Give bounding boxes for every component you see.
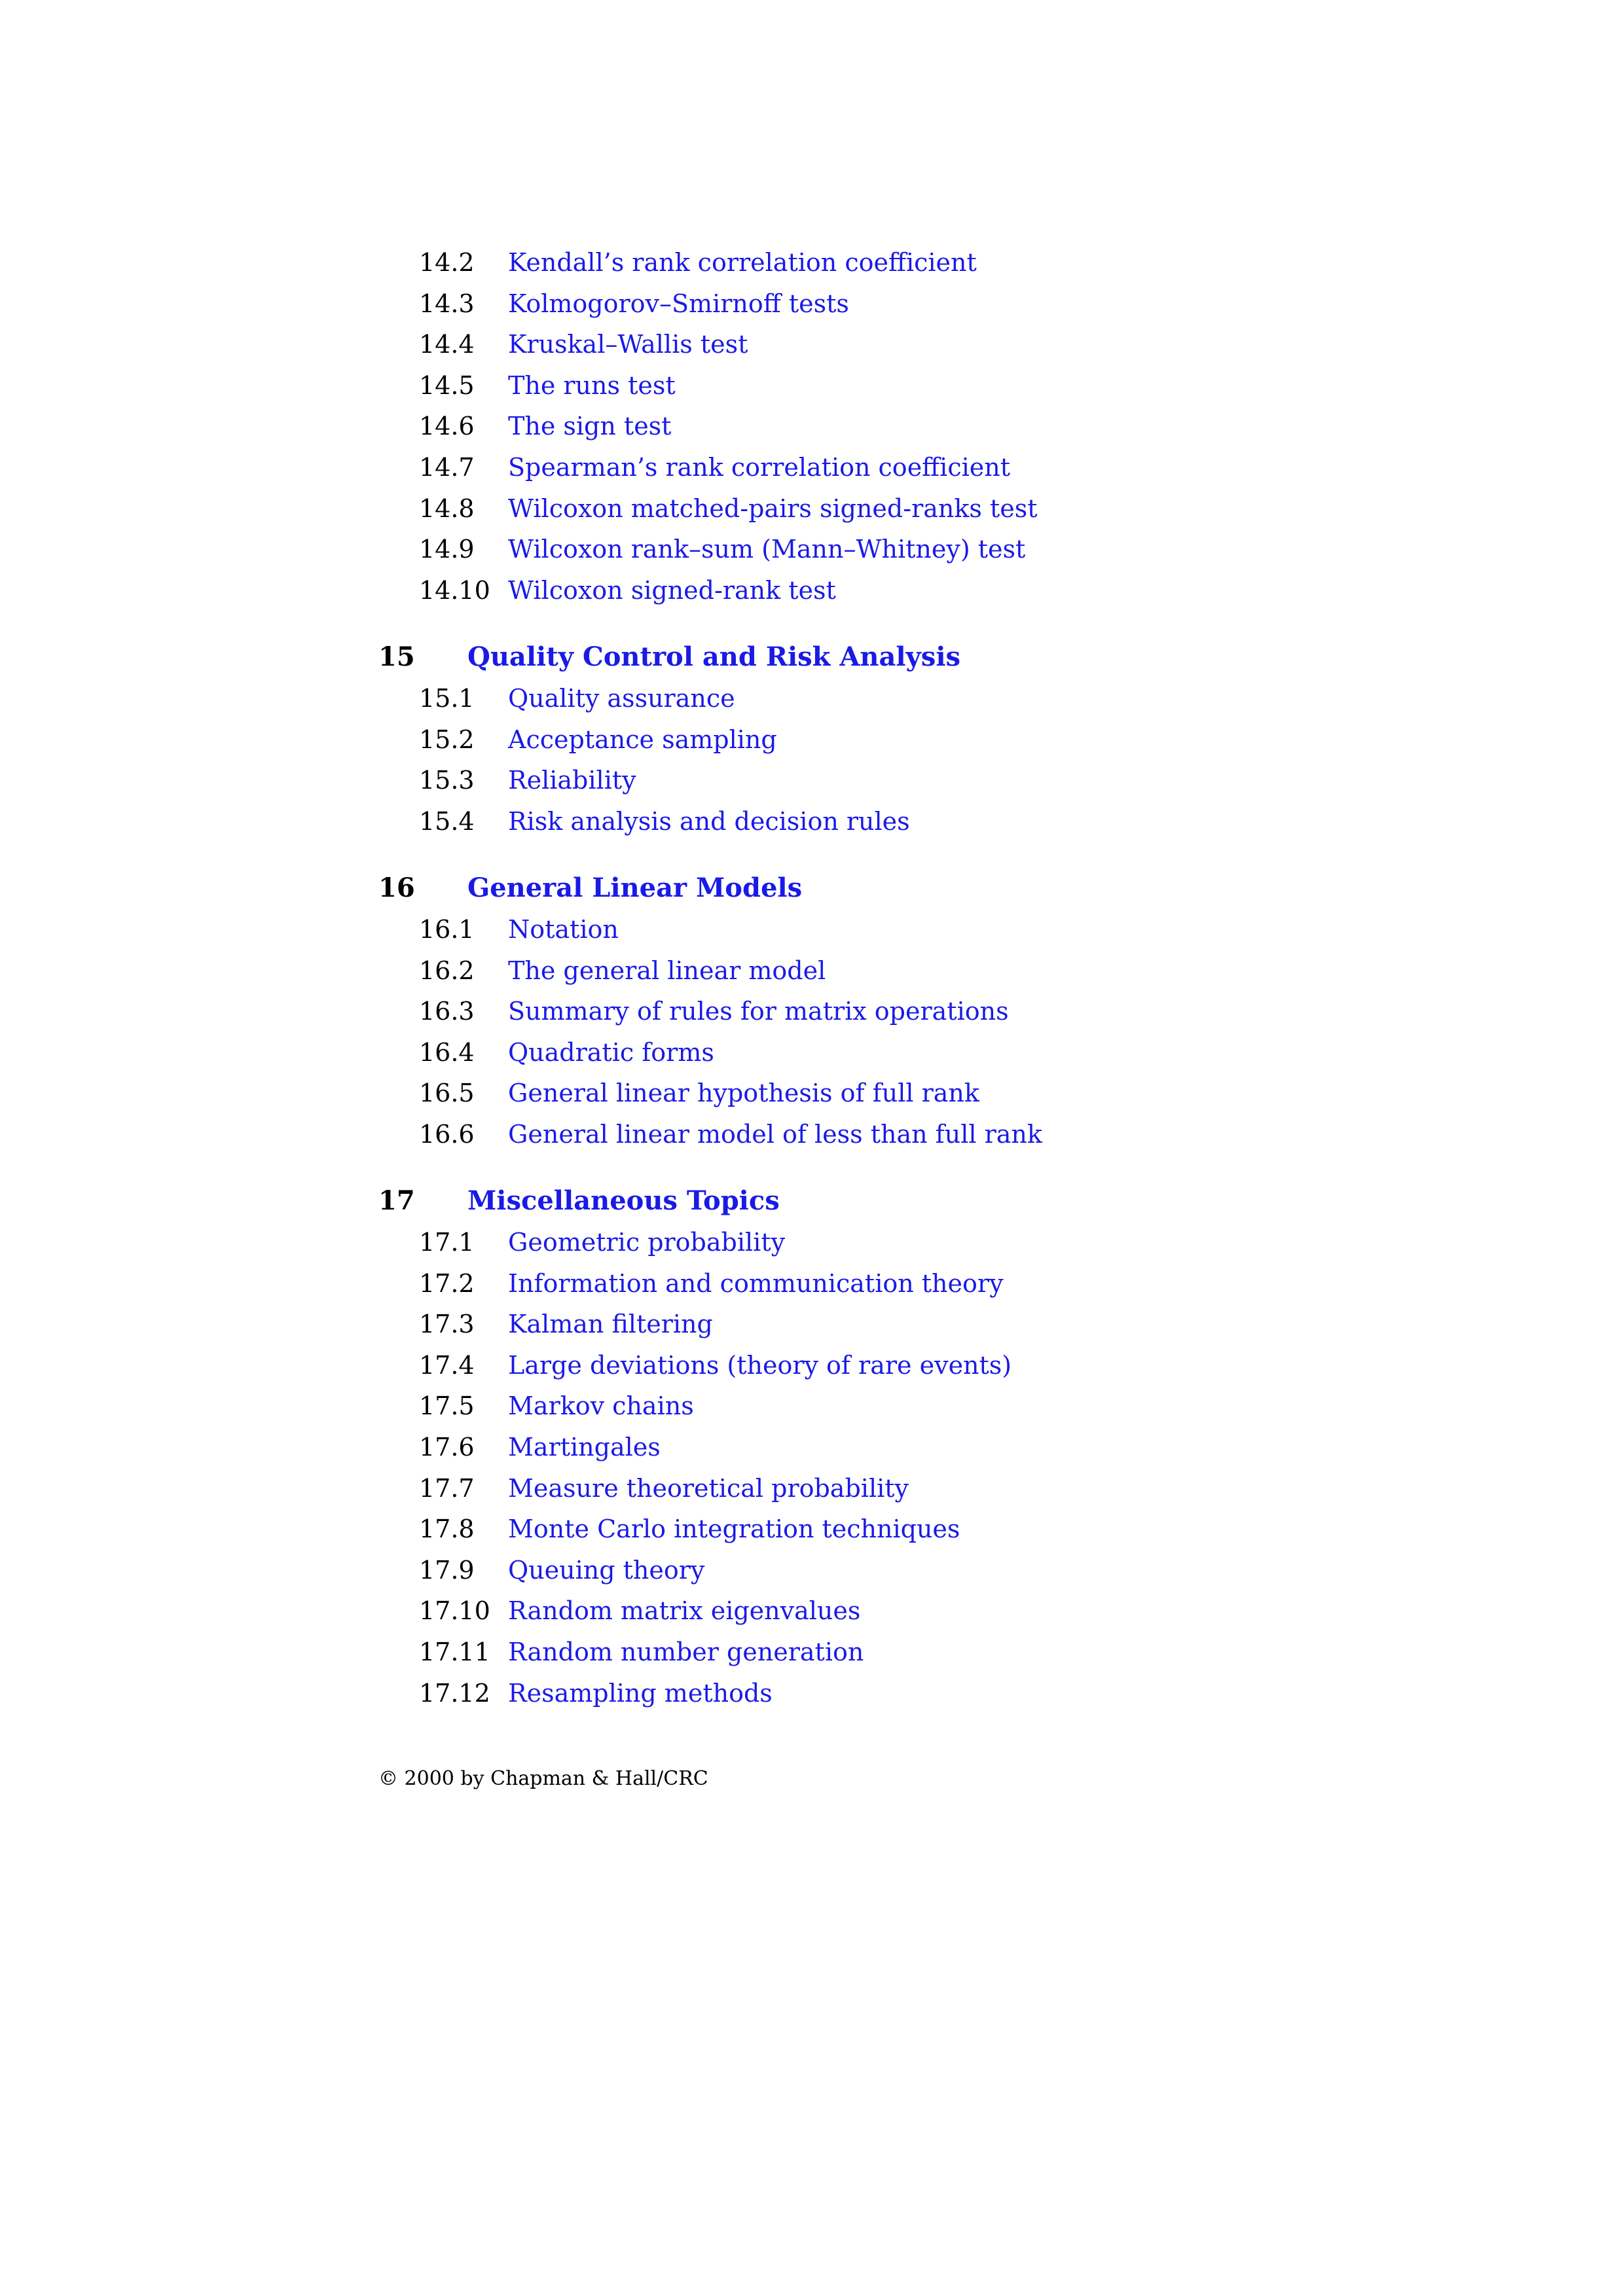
section-title-link[interactable]: Markov chains [508, 1391, 694, 1421]
toc-section-entry[interactable] [378, 1632, 1491, 1673]
section-number: 14.10 [419, 575, 490, 605]
section-title-link[interactable]: Resampling methods [508, 1678, 773, 1708]
toc-section-entry[interactable] [378, 1114, 1491, 1155]
toc-section-entry[interactable] [378, 678, 1491, 719]
section-title-link[interactable]: Reliability [508, 766, 636, 795]
toc-section-entry[interactable] [378, 242, 1491, 283]
section-number: 16.2 [419, 956, 475, 985]
chapter-title-link[interactable]: Quality Control and Risk Analysis [467, 641, 961, 673]
section-title-link[interactable]: Information and communication theory [508, 1268, 1004, 1298]
toc-section-entry[interactable] [378, 719, 1491, 761]
copyright-text: © 2000 by Chapman & Hall/CRC [378, 1767, 708, 1790]
chapter-title-link[interactable]: General Linear Models [467, 872, 803, 904]
toc-section-entry[interactable] [378, 1304, 1491, 1345]
toc-section-entry[interactable] [378, 1590, 1491, 1632]
toc-section-entry[interactable] [378, 801, 1491, 842]
toc-chapter-heading[interactable] [378, 637, 1491, 678]
section-title-link[interactable]: Queuing theory [508, 1555, 705, 1585]
section-title-link[interactable]: Spearman’s rank correlation coefficient [508, 452, 1010, 482]
toc-section-entry[interactable] [378, 991, 1491, 1032]
chapter-title-link[interactable]: Miscellaneous Topics [467, 1185, 780, 1217]
section-title-link[interactable]: Large deviations (theory of rare events) [508, 1350, 1012, 1380]
section-number: 16.5 [419, 1079, 475, 1108]
toc-section-entry[interactable] [378, 324, 1491, 365]
toc-section-entry[interactable] [378, 1073, 1491, 1114]
table-of-contents [378, 242, 1491, 1713]
section-title-link[interactable]: Wilcoxon signed-rank test [508, 575, 836, 605]
section-title-link[interactable]: Wilcoxon matched-pairs signed-ranks test [508, 493, 1038, 523]
section-number: 14.6 [419, 412, 475, 441]
section-title-link[interactable]: The runs test [508, 370, 676, 400]
section-number: 17.2 [419, 1268, 475, 1298]
toc-section-entry[interactable] [378, 1263, 1491, 1304]
section-title-link[interactable]: Geometric probability [508, 1228, 786, 1257]
toc-chapter-heading[interactable] [378, 1181, 1491, 1222]
section-number: 14.8 [419, 493, 475, 523]
toc-section-entry[interactable] [378, 950, 1491, 992]
section-title-link[interactable]: Random number generation [508, 1638, 864, 1666]
section-title-link[interactable]: Risk analysis and decision rules [508, 806, 910, 836]
section-title-link[interactable]: Quadratic forms [508, 1037, 714, 1067]
toc-section-entry[interactable] [378, 1673, 1491, 1714]
section-number: 14.9 [419, 535, 475, 564]
toc-section-entry[interactable] [378, 760, 1491, 801]
section-title-link[interactable]: The general linear model [508, 956, 826, 985]
toc-section-entry[interactable] [378, 406, 1491, 447]
section-number: 16.6 [419, 1119, 475, 1149]
toc-section-entry[interactable] [378, 1550, 1491, 1591]
section-number: 14.4 [419, 330, 475, 359]
toc-section-entry[interactable] [378, 570, 1491, 611]
section-number: 15.1 [419, 683, 475, 713]
section-number: 14.2 [419, 248, 475, 277]
section-title-link[interactable]: Kolmogorov–Smirnoff tests [508, 289, 849, 318]
section-number: 15.4 [419, 806, 475, 836]
copyright-footer [378, 1767, 708, 1790]
section-number: 17.4 [419, 1350, 475, 1380]
section-title-link[interactable]: Kruskal–Wallis test [508, 330, 748, 359]
section-number: 17.7 [419, 1473, 475, 1503]
toc-section-entry[interactable] [378, 283, 1491, 325]
section-title-link[interactable]: Kalman filtering [508, 1310, 713, 1339]
toc-section-entry[interactable] [378, 1032, 1491, 1073]
section-number: 16.4 [419, 1037, 475, 1067]
toc-section-entry[interactable] [378, 909, 1491, 950]
section-number: 17.11 [419, 1638, 490, 1666]
chapter-number: 17 [378, 1185, 415, 1217]
section-title-link[interactable]: Kendall’s rank correlation coefficient [508, 248, 977, 277]
section-title-link[interactable]: Monte Carlo integration techniques [508, 1515, 960, 1544]
toc-section-entry[interactable] [378, 365, 1491, 406]
toc-chapter-heading[interactable] [378, 868, 1491, 909]
toc-section-entry[interactable] [378, 1509, 1491, 1550]
section-number: 17.12 [419, 1678, 490, 1708]
section-number: 14.3 [419, 289, 475, 318]
toc-section-entry[interactable] [378, 488, 1491, 529]
section-number: 16.1 [419, 914, 475, 944]
chapter-number: 15 [378, 641, 415, 673]
section-title-link[interactable]: The sign test [508, 412, 672, 441]
section-title-link[interactable]: Quality assurance [508, 683, 735, 713]
section-title-link[interactable]: Acceptance sampling [508, 725, 777, 754]
toc-section-entry[interactable] [378, 1345, 1491, 1386]
section-number: 17.6 [419, 1433, 475, 1462]
chapter-number: 16 [378, 872, 415, 904]
toc-section-entry[interactable] [378, 1468, 1491, 1509]
section-title-link[interactable]: Notation [508, 914, 619, 944]
section-number: 15.3 [419, 766, 475, 795]
section-title-link[interactable]: General linear hypothesis of full rank [508, 1079, 979, 1108]
section-number: 14.5 [419, 370, 475, 400]
section-title-link[interactable]: Summary of rules for matrix operations [508, 997, 1009, 1026]
section-title-link[interactable]: Wilcoxon rank–sum (Mann–Whitney) test [508, 535, 1026, 564]
section-title-link[interactable]: Random matrix eigenvalues [508, 1596, 861, 1626]
section-number: 17.1 [419, 1228, 475, 1257]
toc-section-entry[interactable] [378, 447, 1491, 488]
section-number: 17.10 [419, 1596, 490, 1626]
section-number: 17.9 [419, 1555, 475, 1585]
section-number: 17.8 [419, 1515, 475, 1544]
section-title-link[interactable]: Martingales [508, 1433, 661, 1462]
section-number: 16.3 [419, 997, 475, 1026]
toc-section-entry[interactable] [378, 1427, 1491, 1468]
section-number: 17.5 [419, 1391, 475, 1421]
toc-section-entry[interactable] [378, 1222, 1491, 1263]
section-number: 15.2 [419, 725, 475, 754]
section-number: 17.3 [419, 1310, 475, 1339]
toc-section-entry[interactable] [378, 529, 1491, 570]
section-title-link[interactable]: General linear model of less than full rank [508, 1119, 1042, 1149]
toc-section-entry[interactable] [378, 1386, 1491, 1427]
section-number: 14.7 [419, 452, 475, 482]
section-title-link[interactable]: Measure theoretical probability [508, 1473, 909, 1503]
